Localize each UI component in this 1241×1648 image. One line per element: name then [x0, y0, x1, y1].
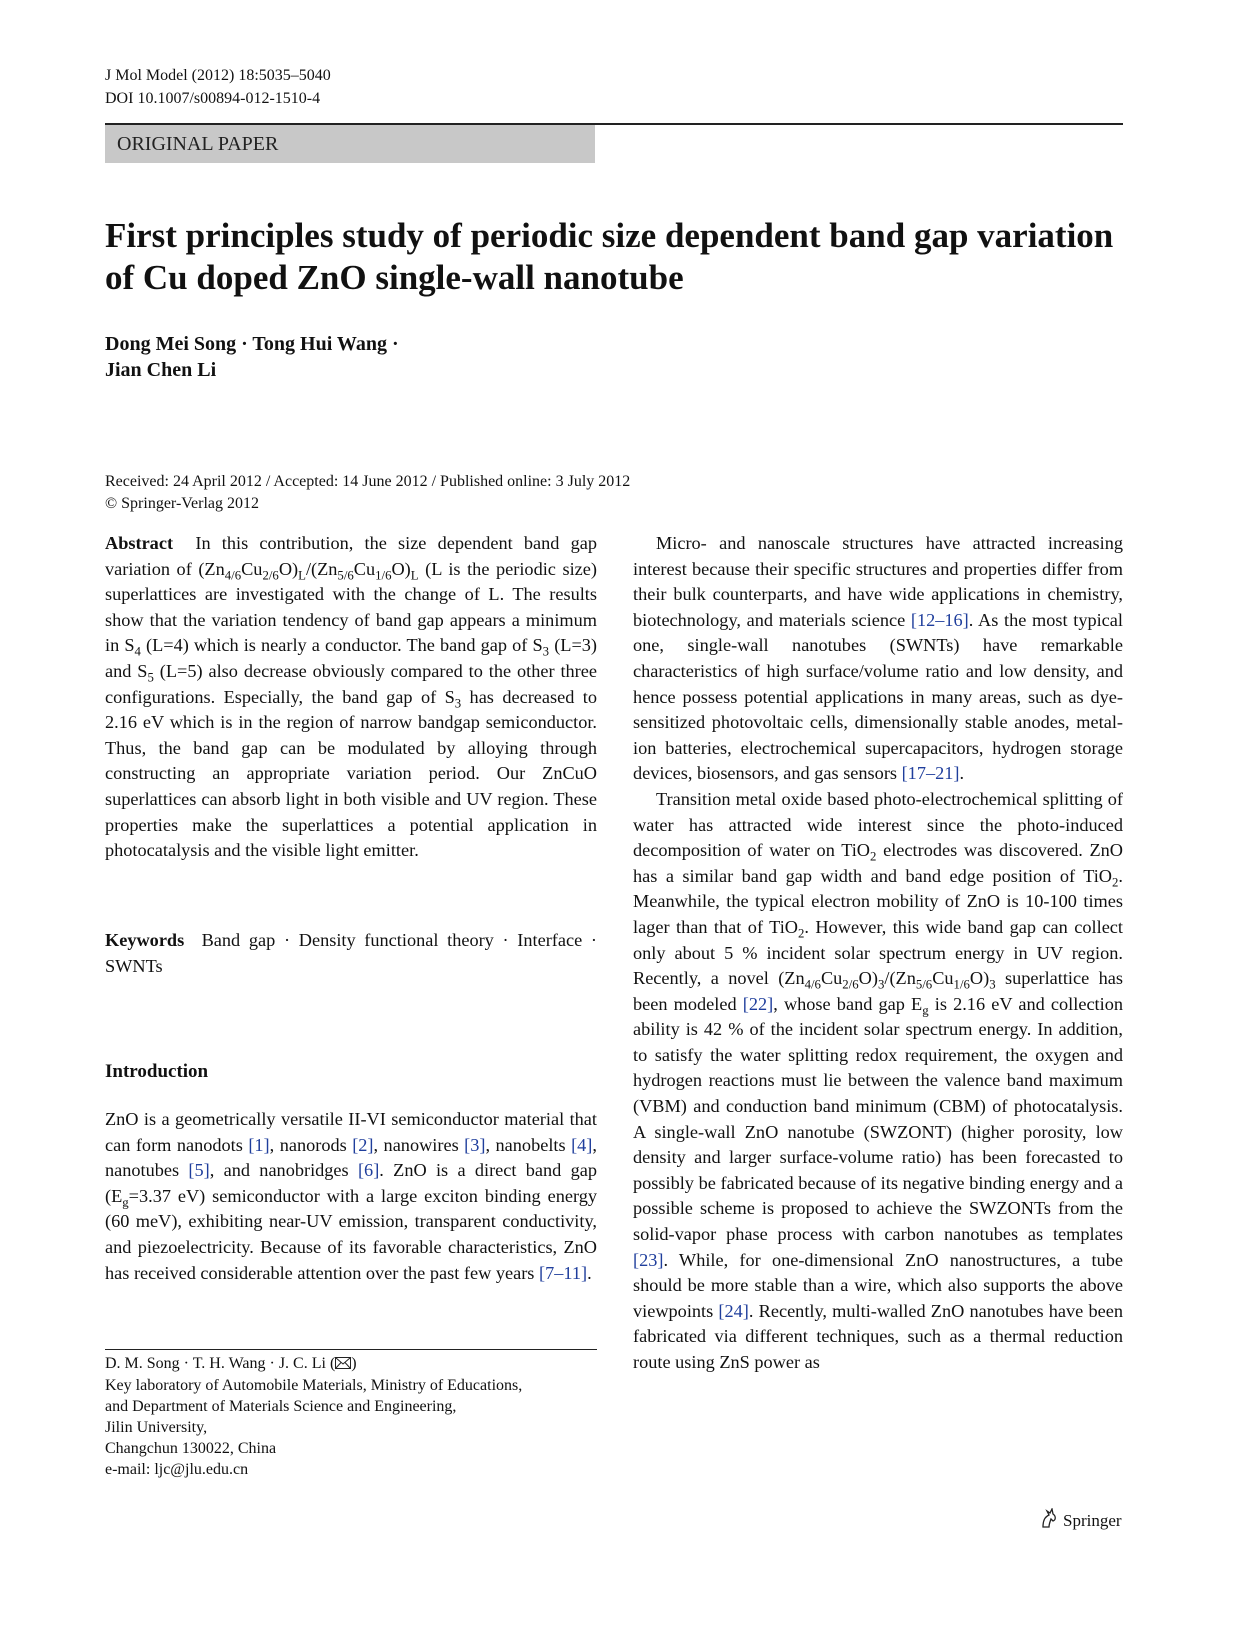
abstract-text: (L=4) which is nearly a conductor. The band gap of S: [140, 635, 543, 656]
body-sub: 4/6: [804, 977, 821, 992]
keywords-text: Band gap · Density functional theory · Interface · SWNTs: [105, 930, 597, 976]
authors-line-1: Dong Mei Song · Tong Hui Wang ·: [105, 333, 399, 355]
citation-link[interactable]: [1]: [248, 1134, 270, 1155]
abstract-heading: Abstract: [105, 533, 174, 553]
footnote-authors: D. M. Song · T. H. Wang · J. C. Li (: [105, 1355, 336, 1372]
publication-dates: [105, 471, 630, 515]
body-sub: 5/6: [915, 977, 933, 992]
citation-link[interactable]: [7–11]: [539, 1262, 588, 1283]
body-text: Micro- and nanoscale structures have attracted increasing interest because their specific structures and properties differ from their bulk counterparts, and have wide applications in chemistry, biotechnology, and materials science: [633, 533, 1123, 630]
article-type-label: ORIGINAL PAPER: [105, 125, 595, 163]
body-text: electrodes was discovered. ZnO has a similar band gap width and band edge position of TiO: [633, 840, 1123, 886]
publisher-logo: [1040, 1508, 1122, 1533]
abstract-text: (L=5) also decrease obviously compared to the other three configurations. Especially, the band gap of S: [105, 660, 597, 707]
intro-text: , and nanobridges: [209, 1160, 358, 1181]
springer-horse-icon: [1040, 1508, 1058, 1533]
journal-citation: J Mol Model (2012) 18:5035–5040: [105, 67, 331, 84]
footnote-affiliation: Key laboratory of Automobile Materials, Ministry of Educations,: [105, 1377, 523, 1394]
body-sub: 2: [870, 849, 877, 864]
abstract-sub: 3: [454, 696, 462, 711]
body-text: Cu: [820, 968, 843, 989]
body-sub: g: [922, 1003, 929, 1018]
abstract-sub: L: [410, 568, 419, 583]
abstract-text: Cu: [241, 558, 263, 579]
citation-link[interactable]: [2]: [352, 1134, 374, 1155]
body-text: . While, for one-dimensional ZnO nanostructures, a tube should be more stable than a wire, which also supports the above viewpoints: [633, 1249, 1123, 1321]
paper-title: First principles study of periodic size dependent band gap variation of Cu doped ZnO single-wall nanotube: [105, 216, 1114, 297]
abstract: [105, 531, 597, 864]
citation-link[interactable]: [23]: [633, 1249, 664, 1270]
body-text: . However, this wide band gap can collect only about 5 % incident solar spectrum energy in UV region. Recently, a novel (Zn: [633, 916, 1123, 989]
abstract-text: (L is the periodic size) superlattices are investigated with the change of L. The results show that the variation tendency of band gap appears a minimum in S: [105, 558, 597, 656]
abstract-text: /(Zn: [305, 558, 338, 579]
body-text: O): [858, 968, 878, 989]
body-text: , whose band gap E: [773, 993, 923, 1014]
body-text: superlattice has been modeled: [633, 968, 1123, 1014]
intro-text: , nanobelts: [485, 1134, 572, 1155]
citation-link[interactable]: [3]: [464, 1134, 486, 1155]
envelope-icon: [335, 1354, 351, 1375]
body-text: O): [969, 968, 990, 989]
author-list: [105, 331, 399, 383]
dates-line: Received: 24 April 2012 / Accepted: 14 June 2012 / Published online: 3 July 2012: [105, 473, 631, 490]
intro-text: . ZnO is a direct band gap (E: [105, 1160, 598, 1206]
abstract-sub: 5/6: [337, 568, 354, 583]
intro-text: , nanorods: [269, 1134, 353, 1155]
body-sub: 2/6: [842, 977, 859, 992]
intro-text: , nanotubes: [105, 1134, 597, 1181]
body-sub: 1/6: [953, 977, 970, 992]
citation-link[interactable]: [12–16]: [910, 609, 969, 630]
intro-text: .: [587, 1262, 592, 1283]
body-text: .: [959, 763, 965, 784]
copyright: © Springer-Verlag 2012: [105, 495, 260, 512]
citation-link[interactable]: [4]: [571, 1134, 593, 1155]
keywords-heading: Keywords: [105, 930, 185, 950]
abstract-text: Cu: [353, 558, 376, 579]
body-sub: 2: [1112, 875, 1119, 890]
abstract-text: O): [391, 558, 411, 579]
introduction-heading: Introduction: [105, 1061, 209, 1082]
footnote-email[interactable]: e-mail: ljc@jlu.edu.cn: [105, 1461, 249, 1478]
citation-link[interactable]: [22]: [742, 993, 774, 1014]
body-sub: 3: [877, 977, 885, 992]
body-text: /(Zn: [884, 968, 916, 989]
abstract-text: (L=3) and S: [105, 635, 597, 681]
abstract-sub: 4/6: [224, 568, 242, 583]
citation-link[interactable]: [5]: [188, 1160, 210, 1181]
abstract-sub: 1/6: [375, 568, 392, 583]
footnote-authors: ): [351, 1355, 357, 1372]
abstract-sub: 2/6: [262, 568, 279, 583]
intro-text: ZnO is a geometrically versatile II-VI semiconductor material that can form nanodots: [105, 1109, 597, 1155]
citation-link[interactable]: [24]: [718, 1300, 749, 1321]
introduction-paragraph: [105, 1107, 597, 1286]
citation-link[interactable]: [6]: [357, 1160, 380, 1181]
abstract-sub: 5: [147, 670, 154, 685]
intro-text: , nanowires: [373, 1134, 465, 1155]
authors-line-2: Jian Chen Li: [105, 359, 217, 381]
body-text: is 2.16 eV and collection ability is 42 % of the incident solar spectrum energy. In addition, to satisfy the water splitting redox requirement, the oxygen and hydrogen reactions must lie between the valence band maximum (VBM) and conduction band minimum (CBM) of photocatalysis. A single-wall ZnO nanotube (SWZONT) (higher porosity, low density and larger surface-volume ratio) has been forecasted to possibly be fabricated because of its negative binding energy and a possible scheme is proposed to achieve the SWZONTs from the solid-vapor phase process with carbon nanotubes as templates: [633, 993, 1123, 1245]
keywords: [105, 928, 597, 979]
body-text: . Meanwhile, the typical electron mobility of ZnO is 10-100 times lager than that of TiO: [633, 865, 1123, 937]
intro-sub: g: [122, 1195, 129, 1210]
abstract-sub: 4: [134, 645, 141, 660]
body-text: . As the most typical one, single-wall nanotubes (SWNTs) have remarkable characteristics of high surface/volume ratio and low density, and hence possess potential applications in many areas, such as dye-sensitized photovoltaic cells, dimensionally stable anodes, metal-ion batteries, electrochemical supercapacitors, hydrogen storage devices, biosensors, and gas sensors: [633, 609, 1123, 784]
right-column: [633, 531, 1123, 1376]
body-text: . Recently, multi-walled ZnO nanotubes have been fabricated via different techniques, such as a thermal reduction route using ZnS power as: [633, 1300, 1123, 1372]
abstract-sub: L: [298, 568, 306, 583]
footnote-rule: [105, 1349, 597, 1350]
doi: DOI 10.1007/s00894-012-1510-4: [105, 90, 321, 107]
abstract-text: O): [278, 558, 299, 579]
citation-link[interactable]: [17–21]: [901, 763, 960, 784]
body-text: Transition metal oxide based photo-electrochemical splitting of water has attracted wide interest since the photo-induced decomposition of water on TiO: [633, 788, 1123, 861]
abstract-text: has decreased to 2.16 eV which is in the region of narrow bandgap semiconductor. Thus, the band gap can be modulated by alloying through constructing an appropriate variation period. Our ZnCuO superlattices can absorb light in both visible and UV region. These properties make the superlattices a potential application in photocatalysis and the visible light emitter.: [105, 686, 597, 861]
body-text: Cu: [932, 968, 954, 989]
body-sub: 2: [797, 926, 805, 941]
publisher-name: Springer: [1063, 1510, 1122, 1530]
footnote-affiliation: and Department of Materials Science and Engineering,: [105, 1398, 457, 1415]
intro-text: =3.37 eV) semiconductor with a large exciton binding energy (60 meV), exhibiting near-UV emission, transparent conductivity, and piezoelectricity. Because of its favorable characteristics, ZnO has received considerable attention over the past few years: [105, 1185, 597, 1283]
footnote-affiliation: Jilin University,: [105, 1419, 208, 1436]
journal-header: [105, 64, 331, 110]
abstract-sub: 3: [542, 645, 550, 660]
body-sub: 3: [989, 977, 996, 992]
abstract-text: In this contribution, the size dependent band gap variation of (Zn: [105, 533, 597, 579]
affiliation-footnote: [105, 1353, 597, 1480]
footnote-address: Changchun 130022, China: [105, 1440, 277, 1457]
